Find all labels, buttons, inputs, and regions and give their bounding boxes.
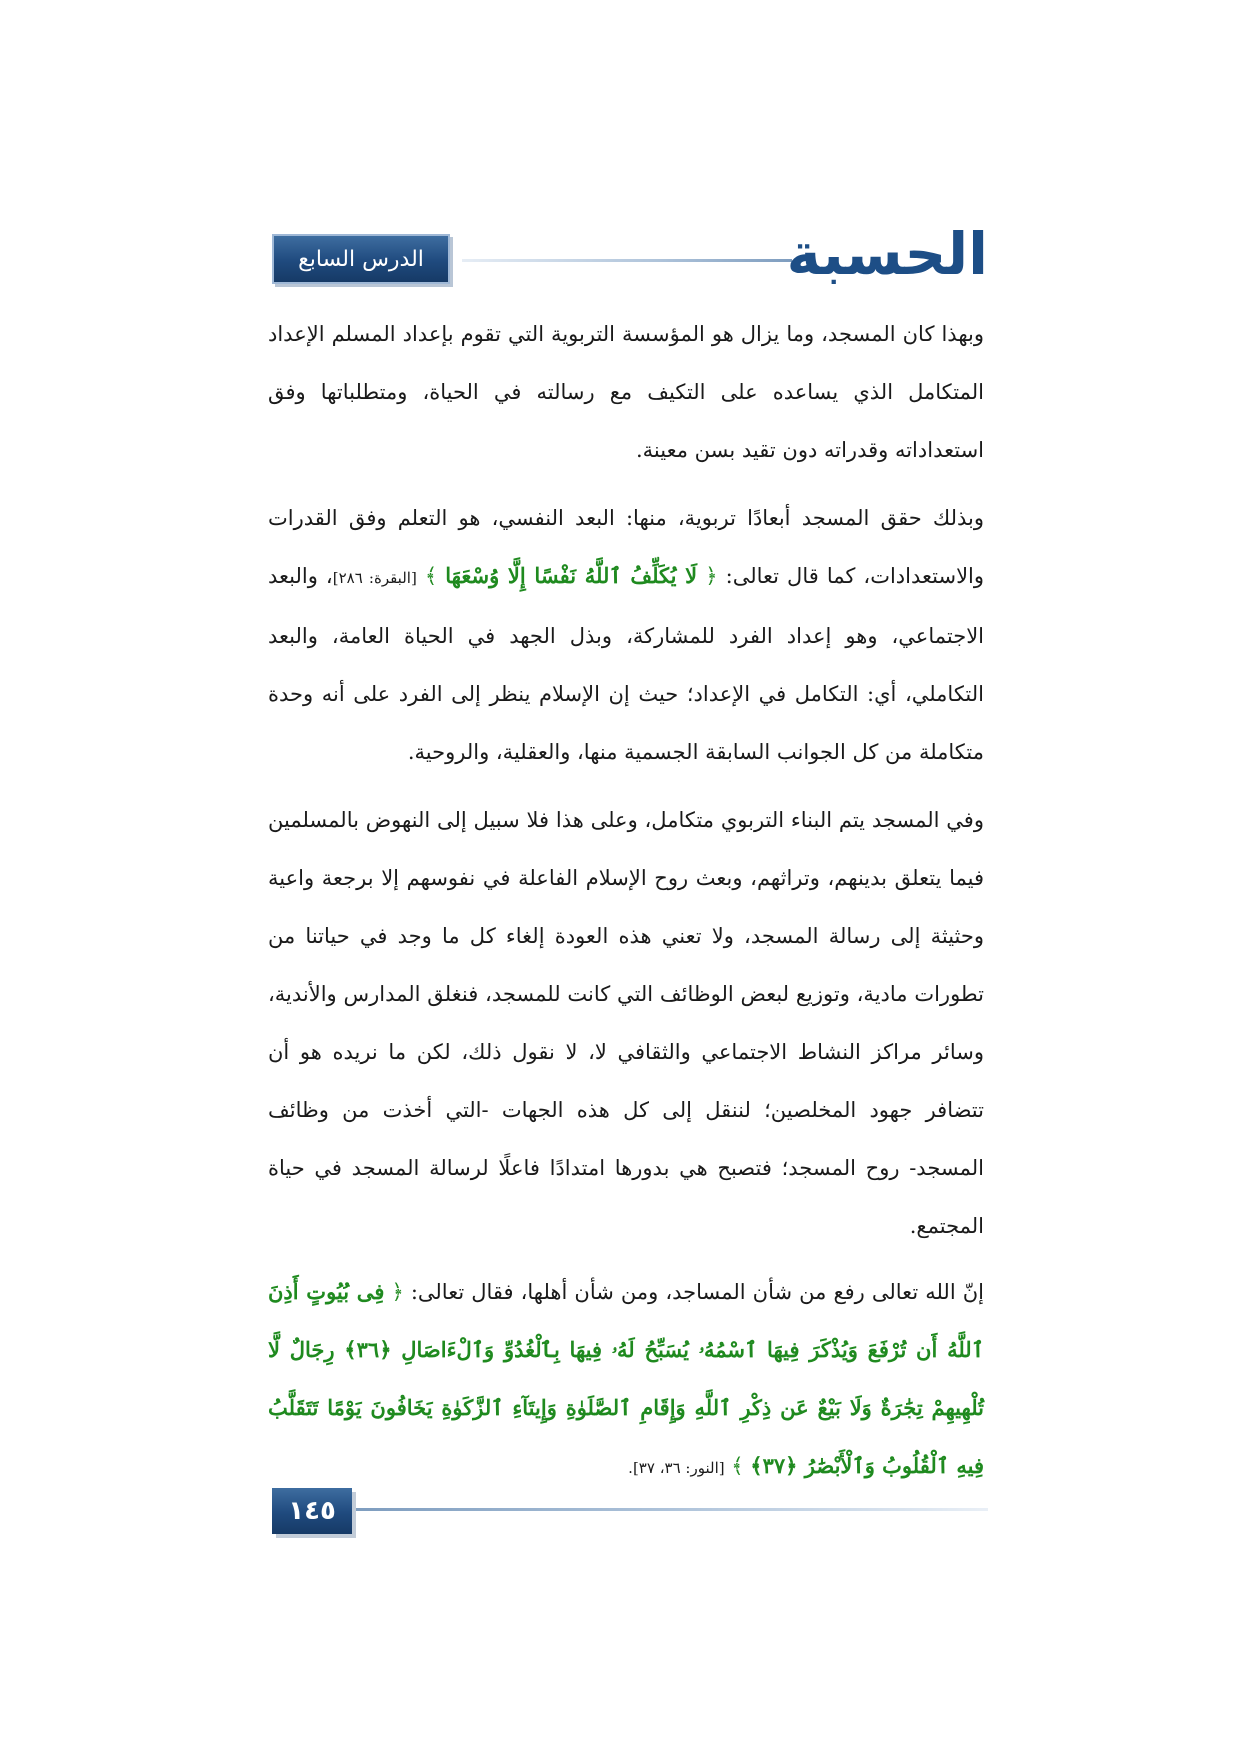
page-footer: [272, 1488, 988, 1540]
verse-open-bracket: ﴿: [705, 564, 718, 588]
footer-divider: [356, 1508, 988, 1511]
verse-reference-1: [البقرة: ٢٨٦]: [332, 569, 417, 587]
quran-verse-2: فِى بُيُوتٍ أَذِنَ ٱللَّهُ أَن تُرْفَعَ وَيُذْكَرَ فِيهَا ٱسْمُهُۥ يُسَبِّحُ لَهُۥ فِيهَا بِٱلْغُدُوِّ وَٱلْءَاصَالِ ﴿٣٦﴾ رِجَالٌ لَّا تُلْهِيهِمْ تِجَٰرَةٌ وَلَا بَيْعٌ عَن ذِكْرِ ٱللَّهِ وَإِقَامِ ٱلصَّلَوٰةِ وَإِيتَآءِ ٱلزَّكَوٰةِ يَخَافُونَ يَوْمًا تَتَقَلَّبُ فِيهِ ٱلْقُلُوبُ وَٱلْأَبْصَٰرُ ﴿٣٧﴾: [268, 1279, 985, 1478]
verse-open-bracket: ﴿: [391, 1280, 404, 1304]
page-number: ١٤٥: [272, 1488, 352, 1534]
verse-reference-2: [النور: ٣٦، ٣٧].: [628, 1459, 725, 1477]
verse-close-bracket: ﴾: [731, 1454, 744, 1478]
paragraph-4-text: إنّ الله تعالى رفع من شأن المساجد، ومن شأن أهلها، فقال تعالى:: [410, 1280, 984, 1304]
paragraph-1: وبهذا كان المسجد، وما يزال هو المؤسسة التربوية التي تقوم بإعداد المسلم الإعداد المتكامل الذي يساعده على التكيف مع رسالته في الحياة، ومتطلباتها وفق استعداداته وقدراته دون تقيد بسن معينة.: [268, 322, 984, 462]
paragraph-2-text: وبذلك حقق المسجد أبعادًا تربوية، منها: البعد النفسي، هو التعلم وفق القدرات والاستعدادات، كما قال تعالى:: [268, 506, 985, 588]
page-body: [268, 305, 984, 1497]
quran-verse-1: لَا يُكَلِّفُ ٱللَّهُ نَفْسًا إِلَّا وُسْعَهَا: [445, 563, 698, 588]
lesson-label: الدرس السابع: [272, 234, 450, 284]
paragraph-3: وفي المسجد يتم البناء التربوي متكامل، وعلى هذا فلا سبيل إلى النهوض بالمسلمين فيما يتعلق بدينهم، وتراثهم، وبعث روح الإسلام الفاعلة في نفوسهم إلا برجعة واعية وحثيثة إلى رسالة المسجد، ولا تعني هذه العودة إلغاء كل ما وجد في حياتنا من تطورات مادية، وتوزيع لبعض الوظائف التي كانت للمسجد، فنغلق المدارس والأندية، وسائر مراكز النشاط الاجتماعي والثقافي لا، لا نقول ذلك، لكن ما نريده هو أن تتضافر جهود المخلصين؛ لننقل إلى كل هذه الجهات -التي أخذت من وظائف المسجد- روح المسجد؛ فتصبح هي بدورها امتدادًا فاعلًا لرسالة المسجد في حياة المجتمع.: [268, 808, 984, 1238]
page-header: [272, 220, 988, 290]
header-divider: [462, 259, 792, 262]
paragraph-2-continuation: ، والبعد الاجتماعي، وهو إعداد الفرد للمشاركة، وبذل الجهد في الحياة العامة، والبعد التكاملي، أي: التكامل في الإعداد؛ حيث إن الإسلام ينظر إلى الفرد على أنه وحدة متكاملة من كل الجوانب السابقة الجسمية منها، والعقلية، والروحية.: [268, 564, 984, 764]
verse-close-bracket: ﴾: [424, 564, 438, 588]
paragraph-4: [268, 1263, 984, 1497]
paragraph-2: [268, 489, 984, 781]
chapter-title: الحسبة: [786, 220, 988, 288]
